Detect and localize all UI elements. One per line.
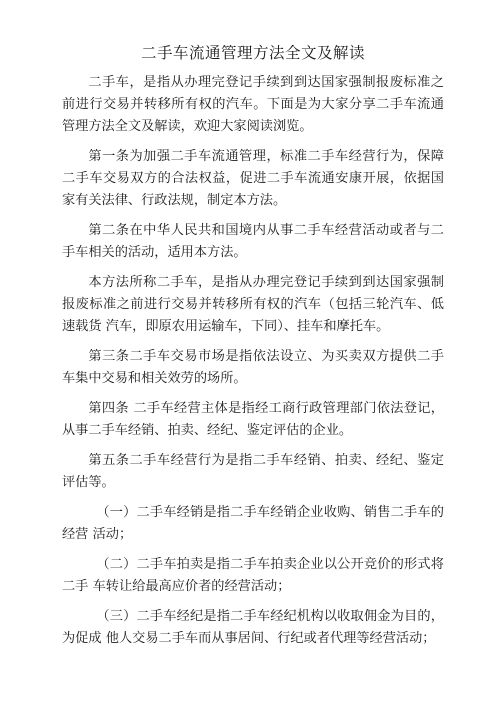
article-4-paragraph: 第四条 二手车经营主体是指经工商行政管理部门依法登记，从事二手车经销、拍卖、经纪、鉴定评估的企业。 [62,401,444,438]
document-title: 二手车流通管理方法全文及解读 [140,44,365,62]
article-5-item-3: （三）二手车经纪是指二手车经纪机构以收取佣金为目的，为促成 他人交易二手车而从事居间、行纪或者代理等经营活动； [62,609,444,646]
article-1-paragraph: 第一条为加强二手车流通管理，标准二手车经营行为，保障二手车交易双方的合法权益，促进二手车流通安康开展，依据国家有关法律、行政法规，制定本方法。 [62,149,444,208]
article-5-item-2: （二）二手车拍卖是指二手车拍卖企业以公开竞价的形式将二手 车转让给最高应价者的经营活动； [62,557,444,594]
document-page [62,42,444,658]
definition-paragraph: 本方法所称二手车，是指从办理完登记手续到到达国家强制报废标准之前进行交易并转移所有权的汽车（包括三轮汽车、低速载货 汽车，即原农用运输车，下同）、挂车和摩托车。 [62,275,444,334]
article-3-paragraph: 第三条二手车交易市场是指依法设立、为买卖双方提供二手车集中交易和相关效劳的场所。 [62,349,444,386]
article-5-item-1: （一）二手车经销是指二手车经销企业收购、销售二手车的经营 活动； [62,505,444,542]
article-2-paragraph: 第二条在中华人民共和国境内从事二手车经营活动或者与二手车相关的活动，适用本方法。 [62,223,444,260]
article-5-paragraph: 第五条二手车经营行为是指二手车经销、拍卖、经纪、鉴定评估等。 [62,453,444,490]
intro-paragraph: 二手车，是指从办理完登记手续到到达国家强制报废标准之前进行交易并转移所有权的汽车。下面是为大家分享二手车流通管理方法全文及解读，欢迎大家阅读浏览。 [62,75,444,134]
